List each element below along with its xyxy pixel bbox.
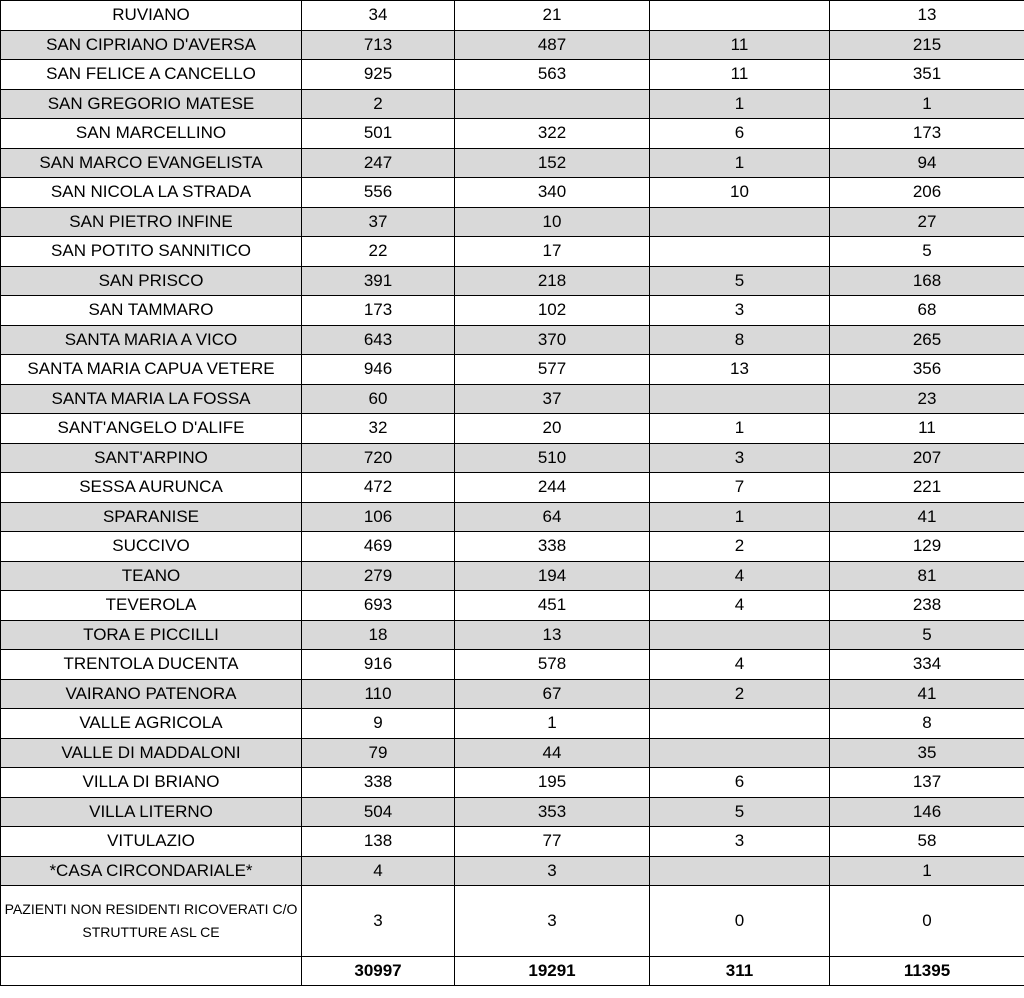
value-cell-4: 215	[830, 30, 1024, 60]
value-cell-3: 6	[650, 119, 830, 149]
table-row	[1, 237, 1024, 267]
value-cell-3	[650, 1, 830, 31]
table-row	[1, 296, 1024, 326]
total-value-cell-3: 311	[650, 957, 830, 986]
value-cell-2: 340	[455, 178, 650, 208]
value-cell-2: 37	[455, 384, 650, 414]
value-cell-3: 3	[650, 296, 830, 326]
value-cell-3	[650, 620, 830, 650]
municipality-cell: VALLE DI MADDALONI	[1, 738, 302, 768]
value-cell-4: 35	[830, 738, 1024, 768]
value-cell-4: 206	[830, 178, 1024, 208]
value-cell-2: 17	[455, 237, 650, 267]
municipality-cell: SAN MARCO EVANGELISTA	[1, 148, 302, 178]
table-row	[1, 679, 1024, 709]
value-cell-1: 37	[302, 207, 455, 237]
table-row	[1, 886, 1024, 957]
value-cell-2: 577	[455, 355, 650, 385]
municipality-cell: SANTA MARIA LA FOSSA	[1, 384, 302, 414]
value-cell-1: 338	[302, 768, 455, 798]
value-cell-4: 81	[830, 561, 1024, 591]
value-cell-2: 44	[455, 738, 650, 768]
value-cell-3	[650, 237, 830, 267]
table-row	[1, 30, 1024, 60]
value-cell-1: 110	[302, 679, 455, 709]
value-cell-4: 168	[830, 266, 1024, 296]
municipality-cell: TEANO	[1, 561, 302, 591]
value-cell-4: 137	[830, 768, 1024, 798]
value-cell-4: 68	[830, 296, 1024, 326]
table-row	[1, 89, 1024, 119]
municipality-cell: TEVEROLA	[1, 591, 302, 621]
value-cell-4: 238	[830, 591, 1024, 621]
value-cell-3: 5	[650, 266, 830, 296]
table-row	[1, 443, 1024, 473]
value-cell-1: 713	[302, 30, 455, 60]
value-cell-1: 34	[302, 1, 455, 31]
value-cell-4: 41	[830, 502, 1024, 532]
value-cell-1: 391	[302, 266, 455, 296]
value-cell-3: 11	[650, 60, 830, 90]
value-cell-4: 356	[830, 355, 1024, 385]
value-cell-4: 173	[830, 119, 1024, 149]
value-cell-3: 5	[650, 797, 830, 827]
value-cell-2: 152	[455, 148, 650, 178]
value-cell-3: 4	[650, 650, 830, 680]
value-cell-1: 60	[302, 384, 455, 414]
total-value-cell-1: 30997	[302, 957, 455, 986]
municipality-cell: VILLA DI BRIANO	[1, 768, 302, 798]
value-cell-1: 32	[302, 414, 455, 444]
value-cell-2: 10	[455, 207, 650, 237]
total-value-cell-4: 11395	[830, 957, 1024, 986]
table-row	[1, 650, 1024, 680]
value-cell-3: 2	[650, 679, 830, 709]
table-row	[1, 384, 1024, 414]
table-row	[1, 502, 1024, 532]
value-cell-2: 195	[455, 768, 650, 798]
value-cell-1: 138	[302, 827, 455, 857]
value-cell-2: 20	[455, 414, 650, 444]
municipality-cell: SANT'ANGELO D'ALIFE	[1, 414, 302, 444]
value-cell-3	[650, 738, 830, 768]
municipality-cell: VITULAZIO	[1, 827, 302, 857]
total-row	[1, 957, 1024, 986]
municipality-cell: SPARANISE	[1, 502, 302, 532]
value-cell-3: 10	[650, 178, 830, 208]
value-cell-1: 2	[302, 89, 455, 119]
municipality-cell: SAN PRISCO	[1, 266, 302, 296]
value-cell-2: 451	[455, 591, 650, 621]
table-row	[1, 768, 1024, 798]
value-cell-3	[650, 384, 830, 414]
value-cell-4: 146	[830, 797, 1024, 827]
value-cell-2: 487	[455, 30, 650, 60]
value-cell-2: 338	[455, 532, 650, 562]
value-cell-1: 9	[302, 709, 455, 739]
value-cell-2: 64	[455, 502, 650, 532]
value-cell-4: 13	[830, 1, 1024, 31]
value-cell-4: 334	[830, 650, 1024, 680]
municipality-cell: TORA E PICCILLI	[1, 620, 302, 650]
value-cell-4: 23	[830, 384, 1024, 414]
value-cell-2: 3	[455, 856, 650, 886]
table-row	[1, 827, 1024, 857]
value-cell-2: 13	[455, 620, 650, 650]
table-row	[1, 119, 1024, 149]
value-cell-4: 351	[830, 60, 1024, 90]
value-cell-1: 925	[302, 60, 455, 90]
municipality-cell: *CASA CIRCONDARIALE*	[1, 856, 302, 886]
value-cell-1: 3	[302, 886, 455, 957]
municipality-cell: SANTA MARIA CAPUA VETERE	[1, 355, 302, 385]
table-row	[1, 620, 1024, 650]
table-row	[1, 856, 1024, 886]
value-cell-2: 67	[455, 679, 650, 709]
table-row	[1, 355, 1024, 385]
value-cell-3	[650, 856, 830, 886]
value-cell-2: 218	[455, 266, 650, 296]
value-cell-4: 221	[830, 473, 1024, 503]
value-cell-1: 18	[302, 620, 455, 650]
table-row	[1, 532, 1024, 562]
table-row	[1, 266, 1024, 296]
value-cell-4: 94	[830, 148, 1024, 178]
value-cell-1: 22	[302, 237, 455, 267]
municipality-cell: SESSA AURUNCA	[1, 473, 302, 503]
value-cell-3: 1	[650, 502, 830, 532]
value-cell-1: 247	[302, 148, 455, 178]
table-row	[1, 1, 1024, 31]
value-cell-2: 3	[455, 886, 650, 957]
table-row	[1, 207, 1024, 237]
municipality-cell: SAN GREGORIO MATESE	[1, 89, 302, 119]
value-cell-2	[455, 89, 650, 119]
table-row	[1, 561, 1024, 591]
value-cell-4: 58	[830, 827, 1024, 857]
municipality-cell: SAN CIPRIANO D'AVERSA	[1, 30, 302, 60]
value-cell-2: 353	[455, 797, 650, 827]
value-cell-2: 21	[455, 1, 650, 31]
value-cell-2: 244	[455, 473, 650, 503]
value-cell-1: 643	[302, 325, 455, 355]
value-cell-2: 322	[455, 119, 650, 149]
municipality-cell: VAIRANO PATENORA	[1, 679, 302, 709]
value-cell-3: 6	[650, 768, 830, 798]
value-cell-3	[650, 709, 830, 739]
value-cell-2: 102	[455, 296, 650, 326]
value-cell-2: 1	[455, 709, 650, 739]
value-cell-2: 194	[455, 561, 650, 591]
table-row	[1, 148, 1024, 178]
value-cell-3: 0	[650, 886, 830, 957]
table-body	[1, 1, 1024, 986]
value-cell-2: 77	[455, 827, 650, 857]
value-cell-3: 4	[650, 561, 830, 591]
value-cell-4: 41	[830, 679, 1024, 709]
municipality-cell: SAN NICOLA LA STRADA	[1, 178, 302, 208]
municipality-cell: RUVIANO	[1, 1, 302, 31]
municipality-cell: SAN TAMMARO	[1, 296, 302, 326]
value-cell-1: 469	[302, 532, 455, 562]
value-cell-1: 173	[302, 296, 455, 326]
value-cell-4: 5	[830, 237, 1024, 267]
table-row	[1, 60, 1024, 90]
value-cell-4: 8	[830, 709, 1024, 739]
value-cell-4: 0	[830, 886, 1024, 957]
value-cell-3: 3	[650, 443, 830, 473]
table-row	[1, 709, 1024, 739]
value-cell-4: 11	[830, 414, 1024, 444]
value-cell-3: 13	[650, 355, 830, 385]
municipality-cell: TRENTOLA DUCENTA	[1, 650, 302, 680]
value-cell-2: 510	[455, 443, 650, 473]
value-cell-3	[650, 207, 830, 237]
value-cell-2: 563	[455, 60, 650, 90]
total-label-cell	[1, 957, 302, 986]
total-value-cell-2: 19291	[455, 957, 650, 986]
municipality-cell: PAZIENTI NON RESIDENTI RICOVERATI C/O STRUTTURE ASL CE	[1, 886, 302, 957]
value-cell-1: 106	[302, 502, 455, 532]
municipality-cell: SANTA MARIA A VICO	[1, 325, 302, 355]
value-cell-1: 472	[302, 473, 455, 503]
value-cell-2: 370	[455, 325, 650, 355]
value-cell-1: 916	[302, 650, 455, 680]
value-cell-3: 1	[650, 89, 830, 119]
municipality-cell: VILLA LITERNO	[1, 797, 302, 827]
municipality-cell: SUCCIVO	[1, 532, 302, 562]
value-cell-4: 1	[830, 89, 1024, 119]
value-cell-4: 1	[830, 856, 1024, 886]
value-cell-1: 556	[302, 178, 455, 208]
value-cell-1: 693	[302, 591, 455, 621]
municipality-cell: SAN PIETRO INFINE	[1, 207, 302, 237]
value-cell-1: 720	[302, 443, 455, 473]
value-cell-1: 79	[302, 738, 455, 768]
value-cell-3: 7	[650, 473, 830, 503]
municipality-cell: SANT'ARPINO	[1, 443, 302, 473]
value-cell-3: 1	[650, 148, 830, 178]
municipality-cell: SAN MARCELLINO	[1, 119, 302, 149]
municipality-cell: SAN FELICE A CANCELLO	[1, 60, 302, 90]
table-row	[1, 473, 1024, 503]
value-cell-1: 504	[302, 797, 455, 827]
table-row	[1, 178, 1024, 208]
value-cell-2: 578	[455, 650, 650, 680]
value-cell-3: 4	[650, 591, 830, 621]
table-row	[1, 797, 1024, 827]
value-cell-3: 8	[650, 325, 830, 355]
municipality-cell: SAN POTITO SANNITICO	[1, 237, 302, 267]
table-row	[1, 414, 1024, 444]
value-cell-4: 207	[830, 443, 1024, 473]
value-cell-4: 265	[830, 325, 1024, 355]
table-row	[1, 325, 1024, 355]
value-cell-1: 4	[302, 856, 455, 886]
value-cell-4: 129	[830, 532, 1024, 562]
value-cell-3: 3	[650, 827, 830, 857]
value-cell-4: 5	[830, 620, 1024, 650]
table-row	[1, 738, 1024, 768]
value-cell-1: 946	[302, 355, 455, 385]
table-row	[1, 591, 1024, 621]
value-cell-3: 1	[650, 414, 830, 444]
value-cell-3: 11	[650, 30, 830, 60]
value-cell-4: 27	[830, 207, 1024, 237]
municipality-cell: VALLE AGRICOLA	[1, 709, 302, 739]
value-cell-1: 501	[302, 119, 455, 149]
value-cell-3: 2	[650, 532, 830, 562]
value-cell-1: 279	[302, 561, 455, 591]
